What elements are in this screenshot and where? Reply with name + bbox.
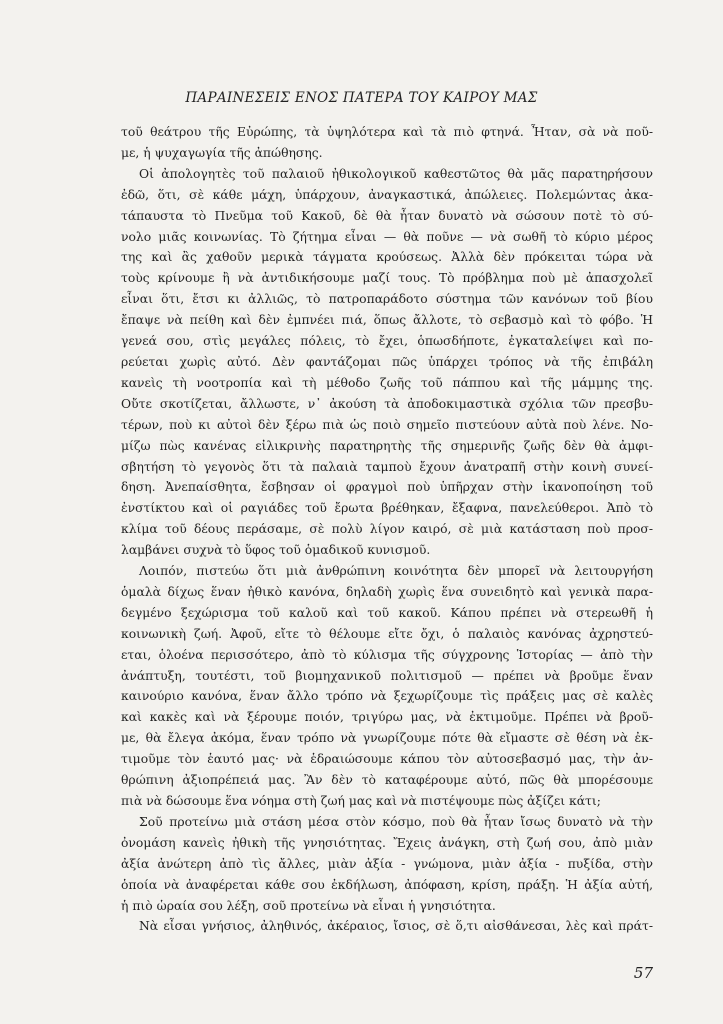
body-text bbox=[121, 122, 653, 937]
text-line: ὀνομάση κανεὶς ἠθικὴ τῆς γνησιότητας. Ἔχεις ἀνάγκη, στὴ ζωή σου, ἀπὸ μιὰν bbox=[121, 835, 653, 850]
text-line: Οἱ ἀπολογητὲς τοῦ παλαιοῦ ἠθικολογικοῦ καθεστῶτος θὰ μᾶς παρατηρήσουν bbox=[139, 166, 653, 181]
text-line: Οὔτε σκοτίζεται, ἄλλωστε, ν᾿ ἀκούση τὰ ἀποδοκιμαστικὰ σχόλια τῶν πρεσβυ- bbox=[121, 396, 653, 411]
page-number: 57 bbox=[633, 964, 653, 982]
paragraph bbox=[121, 122, 653, 164]
text-line: της καὶ ἂς χαθοῦν μερικὰ τάγματα κρούσεως. Ἀλλὰ δὲν πρόκειται τώρα νὰ bbox=[121, 250, 653, 265]
paragraph bbox=[121, 812, 653, 917]
text-line: θρώπινη ἀξιοπρέπειά μας. Ἂν δὲν τὸ καταφέρουμε αὐτό, πῶς θὰ μπορέσουμε bbox=[121, 773, 653, 788]
text-line: ρεύεται χωρὶς αὐτό. Δὲν φαντάζομαι πῶς ὑπάρχει τρόπος νὰ τῆς ἐπιβάλη bbox=[121, 354, 653, 369]
text-line: ὁποία νὰ ἀναφέρεται κάθε σου ἐκδήλωση, ἀπόφαση, κρίση, πράξη. Ἡ ἀξία αὐτή, bbox=[121, 877, 653, 892]
text-line: εται, ὁλοένα περισσότερο, ἀπὸ τὸ κύλισμα τῆς σύγχρονης Ἱστορίας — ἀπὸ τὴν bbox=[121, 647, 653, 662]
text-line: ὁμαλὰ δίχως ἕναν ἠθικὸ κανόνα, δηλαδὴ χωρὶς ἕνα συνειδητὸ καὶ γενικὰ παρα- bbox=[121, 584, 653, 599]
paragraph bbox=[121, 916, 653, 937]
text-line: νολο μιᾶς κοινωνίας. Τὸ ζήτημα εἶναι — θὰ ποῦνε — νὰ σωθῆ τὸ κύριο μέρος bbox=[121, 229, 653, 244]
text-line: ἐδῶ, ὅτι, σὲ κάθε μάχη, ὑπάρχουν, ἀναγκαστικά, ἀπώλειες. Πολεμώντας ἀκα- bbox=[121, 187, 653, 202]
text-line: ἔπαψε νὰ πείθη καὶ δὲν ἐμπνέει πιά, ὅπως ἄλλοτε, τὸ σεβασμὸ καὶ τὸ φόβο. Ἡ bbox=[121, 313, 653, 328]
paragraph bbox=[121, 164, 653, 561]
text-line: Σοῦ προτείνω μιὰ στάση μέσα στὸν κόσμο, ποὺ θὰ ἦταν ἴσως δυνατὸ νὰ τὴν bbox=[139, 814, 653, 829]
text-line: τέρων, ποὺ κι αὐτοὶ δὲν ξέρω πιὰ ὡς ποιὸ σημεῖο πιστεύουν αὐτὰ ποὺ λένε. Νο- bbox=[121, 417, 653, 432]
text-line: τοῦ θεάτρου τῆς Εὐρώπης, τὰ ὑψηλότερα καὶ τὰ πιὸ φτηνά. Ἦταν, σὰ νὰ ποῦ- bbox=[121, 125, 653, 139]
text-line: εἶναι ὅτι, ἔτσι κι ἀλλιῶς, τὸ πατροπαράδοτο σύστημα τῶν κανόνων τοῦ βίου bbox=[121, 292, 653, 307]
text-line: δεγμένο ξεχώρισμα τοῦ καλοῦ καὶ τοῦ κακοῦ. Κάπου πρέπει νὰ στερεωθῆ ἡ bbox=[121, 605, 653, 620]
text-line: λαμβάνει συχνὰ τὸ ὕφος τοῦ ὁμαδικοῦ κυνισμοῦ. bbox=[121, 543, 431, 558]
text-line: ἀξία ἀνώτερη ἀπὸ τὶς ἄλλες, μιὰν ἀξία - γνώμονα, μιὰν ἀξία - πυξίδα, στὴν bbox=[121, 856, 653, 871]
text-line: κοινωνικὴ ζωή. Ἀφοῦ, εἴτε τὸ θέλουμε εἴτε ὄχι, ὁ παλαιὸς κανόνας ἀχρηστεύ- bbox=[121, 626, 653, 641]
text-line: μίζω πὼς κανένας εἰλικρινὴς παρατηρητὴς τῆς σημερινῆς ζωῆς δὲν θὰ ἀμφι- bbox=[121, 438, 653, 453]
text-line: ἀνάπτυξη, τουτέστι, τοῦ βιομηχανικοῦ πολιτισμοῦ — πρέπει νὰ βροῦμε ἕναν bbox=[121, 668, 653, 683]
text-line: καινούριο κανόνα, ἕναν ἄλλο τρόπο νὰ ξεχωρίζουμε τὶς πράξεις μας σὲ καλὲς bbox=[121, 689, 653, 704]
text-line: δηση. Ἀνεπαίσθητα, ἔσβησαν οἱ φραγμοὶ ποὺ ὑπῆρχαν στὴν ἱκανοποίηση τοῦ bbox=[121, 480, 653, 495]
text-line: τιμοῦμε τὸν ἑαυτό μας· νὰ ἑδραιώσουμε κάπου τὸν αὐτοσεβασμό μας, τὴν ἀν- bbox=[121, 752, 653, 767]
text-line: καὶ κακὲς καὶ νὰ ξέρουμε ποιόν, τριγύρω μας, νὰ ἐκτιμοῦμε. Πρέπει νὰ βροῦ- bbox=[121, 710, 653, 725]
text-line: με, θὰ ἔλεγα ἀκόμα, ἕναν τρόπο νὰ γνωρίζουμε πότε θὰ εἴμαστε σὲ θέση νὰ ἐκ- bbox=[121, 731, 653, 746]
text-line: κλίμα τοῦ δέους περάσαμε, σὲ πολὺ λίγον καιρό, σὲ μιὰ κατάσταση ποὺ προσ- bbox=[121, 522, 653, 537]
text-line: κανεὶς τὴ νοοτροπία καὶ τὴ μέθοδο ζωῆς τοῦ πάππου καὶ τῆς μάμμης της. bbox=[121, 375, 653, 390]
text-line: ἡ πιὸ ὡραία σου λέξη, σοῦ προτείνω νὰ εἶναι ἡ γνησιότητα. bbox=[121, 898, 496, 913]
text-line: γενεά σου, στὶς μεγάλες πόλεις, τὸ ἔχει, ὁπωσδήποτε, ἐγκαταλείψει καὶ πο- bbox=[121, 334, 653, 349]
text-line: με, ἡ ψυχαγωγία τῆς ἀπώθησης. bbox=[121, 145, 323, 160]
text-line: Λοιπόν, πιστεύω ὅτι μιὰ ἀνθρώπινη κοινότητα δὲν μπορεῖ νὰ λειτουργήση bbox=[139, 564, 653, 579]
text-line: τάπαυστα τὸ Πνεῦμα τοῦ Κακοῦ, δὲ θὰ ἦταν δυνατὸ νὰ σώσουν ποτὲ τὸ σύ- bbox=[121, 208, 653, 223]
text-line: πιὰ νὰ δώσουμε ἕνα νόημα στὴ ζωή μας καὶ νὰ πιστέψουμε πὼς ἀξίζει κάτι; bbox=[121, 794, 601, 808]
text-line: τοὺς κρίνουμε ἢ νὰ ἀντιδικήσουμε μαζί τους. Τὸ πρόβλημα ποὺ μὲ ἀπασχολεῖ bbox=[121, 271, 653, 286]
running-head: ΠΑΡΑΙΝΕΣΕΙΣ ΕΝΟΣ ΠΑΤΕΡΑ ΤΟΥ ΚΑΙΡΟΥ ΜΑΣ bbox=[185, 90, 538, 106]
text-line: σβητήση τὸ γεγονὸς ὅτι τὰ παλαιὰ ταμποὺ ἔχουν ἀνατραπῆ στὴν κοινὴ συνεί- bbox=[121, 459, 653, 474]
text-line: ἐνστίκτου καὶ οἱ ραγιάδες τοῦ ἔρωτα βρέθηκαν, ἔξαφνα, πανελεύθεροι. Ἀπὸ τὸ bbox=[121, 501, 653, 516]
text-line: Νὰ εἶσαι γνήσιος, ἀληθινός, ἀκέραιος, ἴσιος, σὲ ὅ,τι αἰσθάνεσαι, λὲς καὶ πράτ- bbox=[139, 919, 653, 934]
paragraph bbox=[121, 561, 653, 812]
